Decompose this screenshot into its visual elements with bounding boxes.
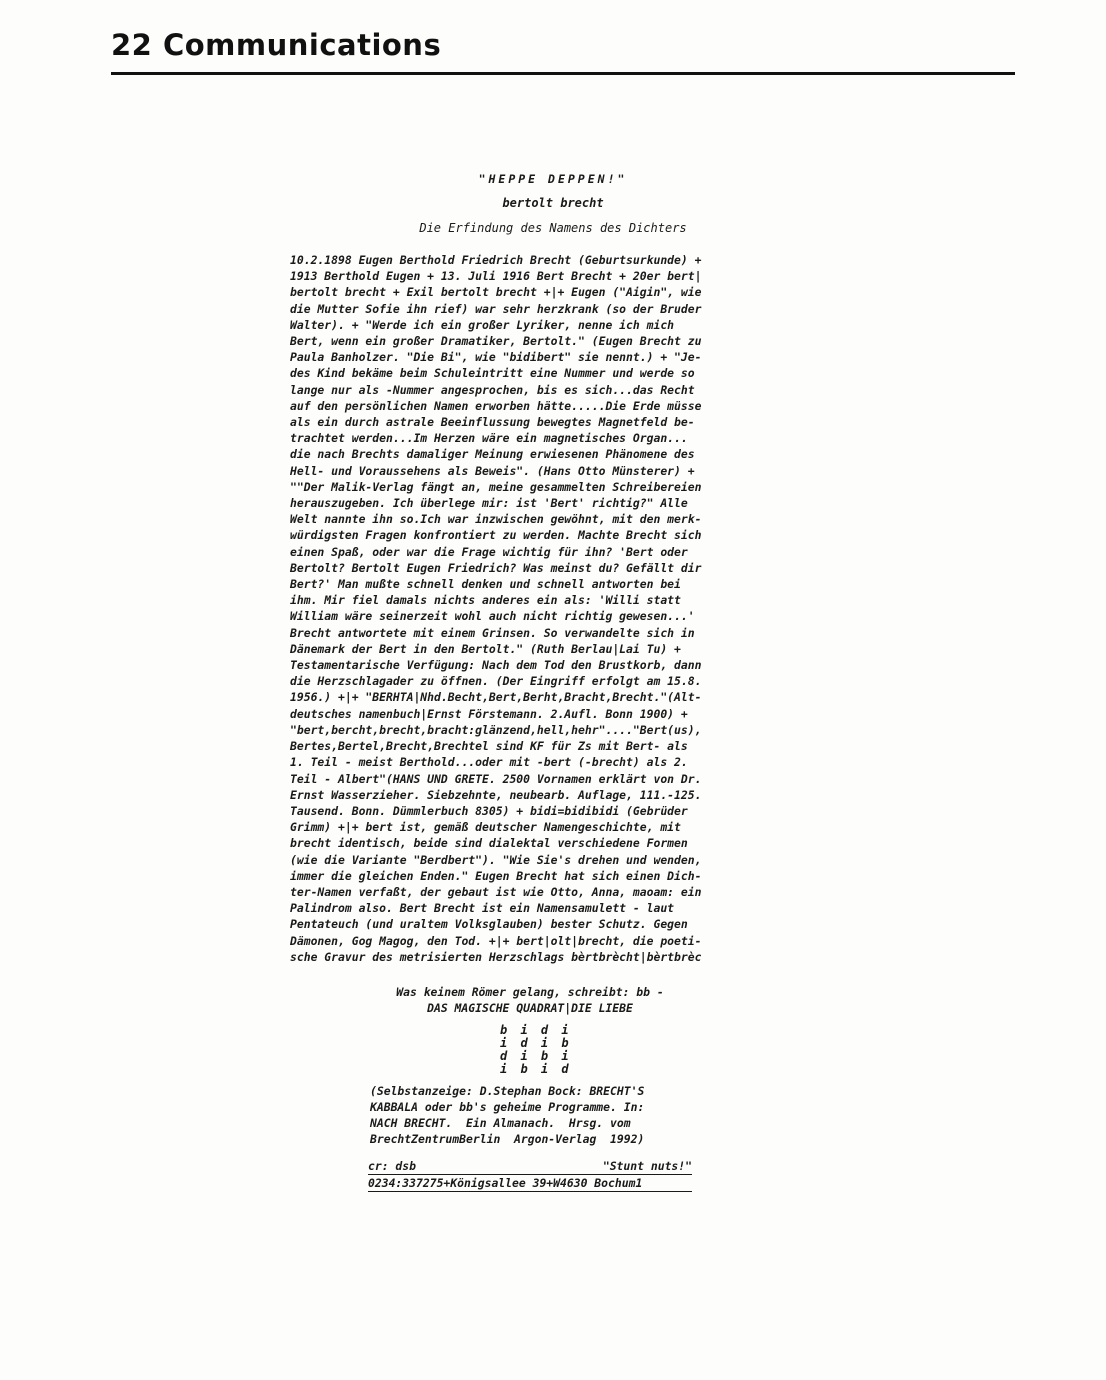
self-ad-line: BrechtZentrumBerlin Argon-Verlag 1992)	[370, 1132, 645, 1146]
body-line: die Herzschlagader zu öffnen. (Der Eingriff erfolgt am 15.8.	[290, 674, 702, 689]
body-line: als ein durch astrale Beeinflussung bewegtes Magnetfeld be-	[290, 415, 695, 430]
body-line: würdigsten Fragen konfrontiert zu werden. Machte Brecht sich	[290, 528, 702, 543]
credit-motto: "Stunt nuts!"	[602, 1159, 692, 1173]
body-line: Pentateuch (und uraltem Volksglauben) bester Schutz. Gegen	[290, 917, 688, 932]
body-line: herauszugeben. Ich überlege mir: ist 'Bert' richtig?" Alle	[290, 496, 688, 511]
body-line: ihm. Mir fiel damals nichts anderes ein als: 'Willi statt	[290, 593, 681, 608]
body-line: Bertes,Bertel,Brecht,Brechtel sind KF für Zs mit Bert- als	[290, 739, 688, 754]
body-line: Teil - Albert"(HANS UND GRETE. 2500 Vornamen erklärt von Dr.	[290, 771, 702, 786]
body-line: Walter). + "Werde ich ein großer Lyriker, nenne ich mich	[290, 317, 675, 332]
credit-row	[368, 1158, 692, 1175]
self-advertisement	[370, 1083, 700, 1147]
body-line: Dänemark der Bert in den Bertolt." (Ruth Berlau|Lai Tu) +	[290, 641, 681, 656]
body-line: Testamentarische Verfügung: Nach dem Tod den Brustkorb, dann	[290, 658, 702, 673]
body-line: einen Spaß, oder war die Frage wichtig für ihn? 'Bert oder	[290, 544, 688, 559]
body-line: brecht identisch, beide sind dialektal verschiedene Formen	[290, 836, 688, 851]
body-line: Palindrom also. Bert Brecht ist ein Namensamulett - laut	[290, 901, 675, 916]
body-line: Paula Banholzer. "Die Bi", wie "bidibert" sie nennt.) + "Je-	[290, 350, 702, 365]
magic-square-row: b i d i	[500, 1023, 572, 1037]
body-line: Grimm) +|+ bert ist, gemäß deutscher Namengeschichte, mit	[290, 820, 681, 835]
body-line: 1956.) +|+ "BERHTA|Nhd.Becht,Bert,Berht,Bracht,Brecht."(Alt-	[290, 690, 702, 705]
magic-square-row: i b i d	[500, 1062, 572, 1076]
magic-square-row: d i b i	[500, 1049, 572, 1063]
credit-block	[368, 1158, 692, 1192]
article-author: bertolt brecht	[502, 196, 604, 210]
body-line: ter-Namen verfaßt, der gebaut ist wie Otto, Anna, maoam: ein	[290, 884, 702, 899]
body-line: Bert?' Man mußte schnell denken und schnell antworten bei	[290, 577, 681, 592]
body-line: Hell- und Voraussehens als Beweis". (Hans Otto Münsterer) +	[290, 463, 695, 478]
magic-square	[500, 1024, 572, 1076]
body-line: die Mutter Sofie ihn rief) war sehr herzkrank (so der Bruder	[290, 301, 702, 316]
body-line: trachtet werden...Im Herzen wäre ein magnetisches Organ...	[290, 431, 688, 446]
body-line: 1913 Berthold Eugen + 13. Juli 1916 Bert Brecht + 20er bert|	[290, 269, 702, 284]
body-line: die nach Brechts damaliger Meinung erwiesenen Phänomene des	[290, 447, 695, 462]
body-line: Ernst Wasserzieher. Siebzehnte, neubearb. Auflage, 111.-125.	[290, 787, 702, 802]
body-line: auf den persönlichen Namen erworben hätte.....Die Erde müsse	[290, 398, 702, 413]
body-line: (wie die Variante "Berdbert"). "Wie Sie's drehen und wenden,	[290, 852, 702, 867]
body-line: 10.2.1898 Eugen Berthold Friedrich Brecht (Geburtsurkunde) +	[290, 253, 702, 267]
page-header	[111, 26, 1015, 75]
credit-address: 0234:337275+Königsallee 39+W4630 Bochum1	[368, 1175, 692, 1192]
body-line: des Kind bekäme beim Schuleintritt eine Nummer und werde so	[290, 366, 695, 381]
body-line: immer die gleichen Enden." Eugen Brecht hat sich einen Dich-	[290, 868, 702, 883]
body-line: William wäre seinerzeit wohl auch nicht richtig gewesen...'	[290, 609, 695, 624]
article-subtitle: Die Erfindung des Namens des Dichters	[419, 221, 687, 235]
body-line: Welt nannte ihn so.Ich war inzwischen gewöhnt, mit den merk-	[290, 512, 702, 527]
body-line: ""Der Malik-Verlag fängt an, meine gesammelten Schreibereien	[290, 479, 702, 494]
page-number-and-section-title: 22 Communications	[111, 28, 442, 62]
body-line: Dämonen, Gog Magog, den Tod. +|+ bert|olt|brecht, die poeti-	[290, 933, 702, 948]
body-line: "bert,bercht,brecht,bracht:glänzend,hell,hehr"...."Bert(us),	[290, 722, 702, 737]
body-line: sche Gravur des metrisierten Herzschlags bèrtbrècht|bèrtbrèc	[290, 949, 702, 964]
body-line: 1. Teil - meist Berthold...oder mit -bert (-brecht) als 2.	[290, 755, 688, 770]
body-line: deutsches namenbuch|Ernst Förstemann. 2.Aufl. Bonn 1900) +	[290, 706, 688, 721]
self-ad-line: NACH BRECHT. Ein Almanach. Hrsg. vom	[370, 1116, 631, 1130]
body-line: bertolt brecht + Exil bertolt brecht +|+ Eugen ("Aigin", wie	[290, 285, 702, 300]
article-title: "HEPPE DEPPEN!"	[478, 172, 628, 186]
quote-line: Was keinem Römer gelang, schreibt: bb -	[396, 985, 664, 999]
closing-quote	[370, 984, 690, 1016]
body-line: Tausend. Bonn. Dümmlerbuch 8305) + bidi=bidibidi (Gebrüder	[290, 803, 688, 818]
magic-square-row: i d i b	[500, 1036, 572, 1050]
article-body	[290, 252, 782, 965]
self-ad-line: (Selbstanzeige: D.Stephan Bock: BRECHT'S	[370, 1084, 645, 1098]
credit-author: cr: dsb	[368, 1159, 417, 1173]
body-line: lange nur als -Nummer angesprochen, bis es sich...das Recht	[290, 382, 695, 397]
quote-line: DAS MAGISCHE QUADRAT|DIE LIEBE	[427, 1001, 633, 1015]
body-line: Bert, wenn ein großer Dramatiker, Bertolt." (Eugen Brecht zu	[290, 334, 702, 349]
self-ad-line: KABBALA oder bb's geheime Programme. In:	[370, 1100, 645, 1114]
body-line: Brecht antwortete mit einem Grinsen. So verwandelte sich in	[290, 625, 695, 640]
body-line: Bertolt? Bertolt Eugen Friedrich? Was meinst du? Gefällt dir	[290, 560, 702, 575]
